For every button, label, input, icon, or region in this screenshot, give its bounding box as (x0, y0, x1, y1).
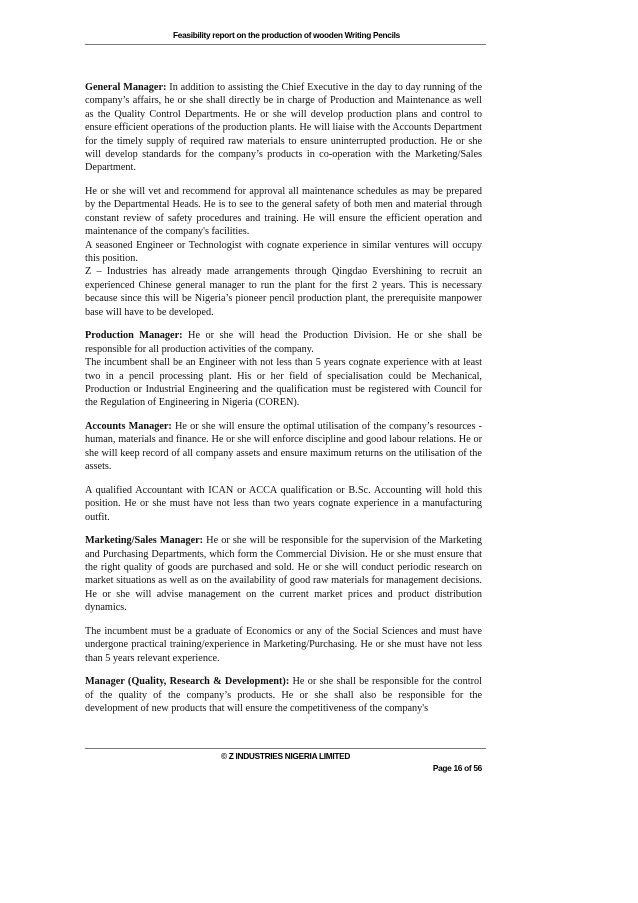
general-manager-label: General Manager: (85, 82, 167, 93)
production-manager-label: Production Manager: (85, 330, 183, 342)
footer-rule (85, 748, 486, 749)
header-rule (85, 44, 486, 45)
production-manager-paragraph (85, 329, 482, 356)
accounts-manager-text: He or she will ensure the optimal utilisation of the company’s resources - human, materials and finance. He or she will enforce discipline and good labour relations. He or she will keep record of all company assets and ensure maximum returns on the utilisation of the assets. (85, 420, 482, 473)
quality-manager-paragraph (85, 675, 482, 715)
general-manager-paragraph (85, 81, 482, 175)
general-manager-qualification-paragraph: A seasoned Engineer or Technologist with cognate experience in similar ventures will occupy this position. (85, 239, 482, 265)
general-manager-text: In addition to assisting the Chief Executive in the day to day running of the company’s affairs, he or she shall directly be in charge of Production and Maintenance as well as the Quality Control Departments. He or she will develop production plans and control to ensure efficient operations of the production plants. He will liaise with the Accounts Department for the timely supply of required raw materials to ensure uninterrupted production. He or she will develop standards for the company’s products in co-operation with the Marketing/Sales Department. (85, 82, 482, 174)
accounts-manager-paragraph (85, 420, 482, 474)
general-manager-duties-paragraph: He or she will vet and recommend for approval all maintenance schedules as may be prepared by the Departmental Heads. He is to see to the general safety of both men and material through constant review of safety procedures and training. He will ensure the efficient operation and maintenance of the company's facilities. (85, 186, 482, 238)
running-header: Feasibility report on the production of wooden Writing Pencils (173, 30, 400, 40)
marketing-manager-text: He or she will be responsible for the supervision of the Marketing and Purchasing Departments, which form the Commercial Division. He or she must ensure that the right quality of goods are purchased and sold. He or she will conduct periodic research on market situations as well as on the availability of good raw materials for management decisions. He or she will advise management on the current market prices and product distribution dynamics. (85, 535, 482, 614)
marketing-manager-label: Marketing/Sales Manager: (85, 535, 204, 547)
quality-manager-label: Manager (Quality, Research & Development): (85, 676, 290, 688)
document-body (85, 81, 482, 715)
page-number: Page 16 of 56 (432, 763, 482, 773)
accounts-manager-qualification-paragraph: A qualified Accountant with ICAN or ACCA qualification or B.Sc. Accounting will hold this position. He or she must have not less than two years cognate experience in a manufacturing outfit. (85, 484, 482, 523)
quality-manager-text: He or she shall be responsible for the control of the quality of the company’s products. He or she shall also be responsible for the development of new products that will ensure the competitiveness of the company's (85, 676, 482, 714)
production-manager-text: He or she will head the Production Division. He or she shall be responsible for all production activities of the company. (85, 330, 482, 355)
marketing-manager-qualification-paragraph: The incumbent must be a graduate of Economics or any of the Social Sciences and must have undergone practical training/experience in Marketing/Purchasing. He or she must have not less than 5 years relevant experience. (85, 625, 482, 664)
accounts-manager-label: Accounts Manager: (85, 420, 172, 432)
general-manager-recruitment-paragraph: Z – Industries has already made arrangements through Qingdao Evershining to recruit an experienced Chinese general manager to run the plant for the first 2 years. This is necessary because since this will be Nigeria’s pioneer pencil production plant, the prerequisite manpower base will have to be developed. (85, 266, 482, 318)
marketing-manager-paragraph (85, 534, 482, 614)
production-manager-qualification-paragraph: The incumbent shall be an Engineer with not less than 5 years cognate experience with at least two in a pencil processing plant. His or her field of specialisation could be Mechanical, Production or Industrial Engineering and the qualification must be registered with Council for the Regulation of Engineering in Nigeria (COREN). (85, 357, 482, 409)
footer-copyright: © Z INDUSTRIES NIGERIA LIMITED (220, 751, 351, 761)
